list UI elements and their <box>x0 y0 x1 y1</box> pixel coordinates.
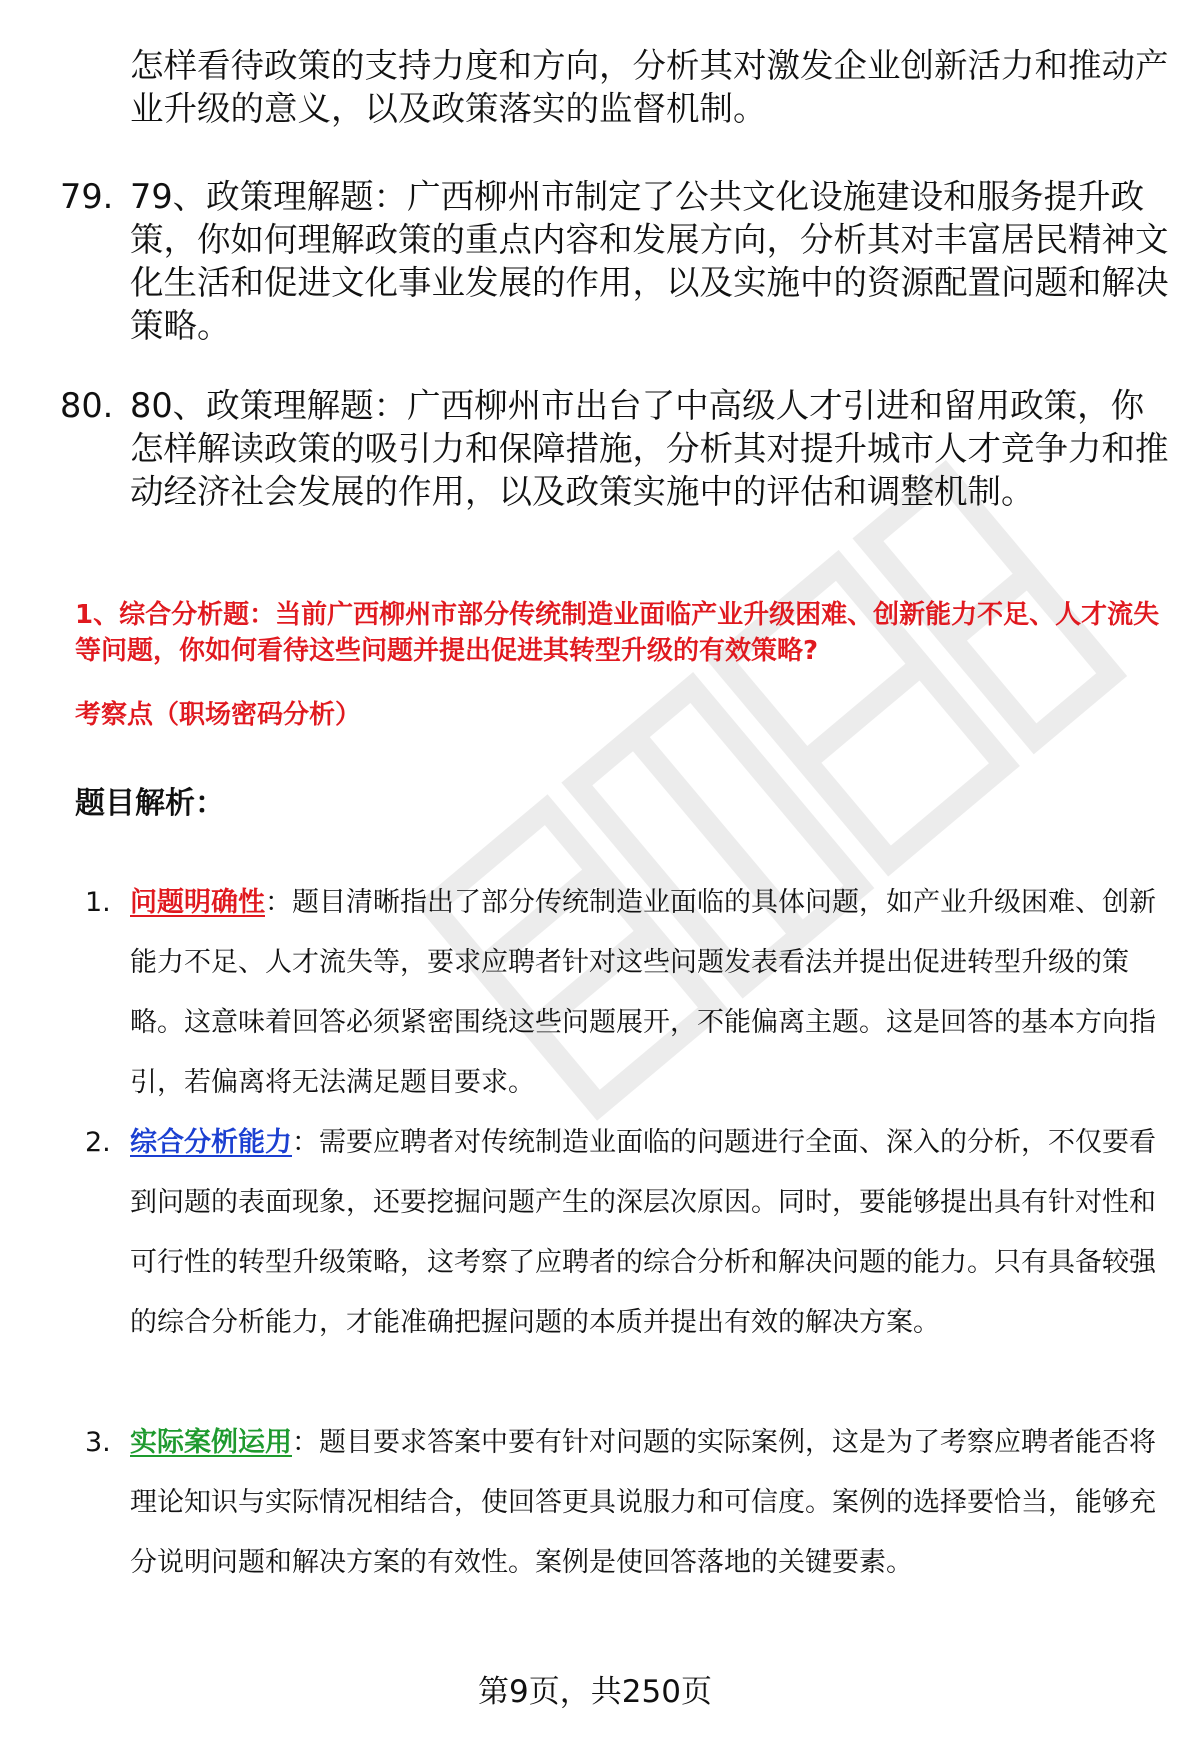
question-number: 80. <box>60 386 114 425</box>
question-item <box>60 175 1170 347</box>
analysis-point-number: 2. <box>85 1127 111 1158</box>
exam-point-label: 考察点（职场密码分析） <box>75 700 362 730</box>
question-item <box>60 384 1170 513</box>
analysis-point-text: ：需要应聘者对传统制造业面临的问题进行全面、深入的分析，不仅要看到问题的表面现象，还要挖掘问题产生的深层次原因。同时，要能够提出具有针对性和可行性的转型升级策略，这考察了应聘者的综合分析和解决问题的能力。只有具备较强的综合分析能力，才能准确把握问题的本质并提出有效的解决方案。 <box>130 1127 1156 1338</box>
analysis-keyword: 问题明确性 <box>130 887 265 918</box>
analysis-point-text: ：题目清晰指出了部分传统制造业面临的具体问题，如产业升级困难、创新能力不足、人才流失等，要求应聘者针对这些问题发表看法并提出促进转型升级的策略。这意味着回答必须紧密围绕这些问题展开，不能偏离主题。这是回答的基本方向指引，若偏离将无法满足题目要求。 <box>130 887 1156 1098</box>
analysis-point <box>85 873 1170 1113</box>
analysis-point <box>85 1413 1170 1593</box>
analysis-point <box>85 1113 1170 1353</box>
question-text: 79、政策理解题：广西柳州市制定了公共文化设施建设和服务提升政策，你如何理解政策的重点内容和发展方向，分析其对丰富居民精神文化生活和促进文化事业发展的作用，以及实施中的资源配置问题和解决策略。 <box>130 177 1169 345</box>
analysis-point-body <box>130 873 1170 1113</box>
page-footer: 第9页，共250页 <box>478 1674 712 1710</box>
analysis-heading: 题目解析： <box>75 786 225 821</box>
analysis-point-body <box>130 1113 1170 1353</box>
question-number: 79. <box>60 177 114 216</box>
analysis-point-number: 3. <box>85 1427 111 1458</box>
featured-question: 1、综合分析题：当前广西柳州市部分传统制造业面临产业升级困难、创新能力不足、人才流失等问题，你如何看待这些问题并提出促进其转型升级的有效策略? <box>75 600 1160 666</box>
analysis-point-body <box>130 1413 1170 1593</box>
analysis-keyword: 实际案例运用 <box>130 1427 292 1458</box>
analysis-point-text: ：题目要求答案中要有针对问题的实际案例，这是为了考察应聘者能否将理论知识与实际情况相结合，使回答更具说服力和可信度。案例的选择要恰当，能够充分说明问题和解决方案的有效性。案例是使回答落地的关键要素。 <box>130 1427 1156 1578</box>
question-text: 80、政策理解题：广西柳州市出台了中高级人才引进和留用政策，你怎样解读政策的吸引力和保障措施，分析其对提升城市人才竞争力和推动经济社会发展的作用，以及政策实施中的评估和调整机制。 <box>130 386 1169 511</box>
analysis-keyword: 综合分析能力 <box>130 1127 292 1158</box>
continued-question-text: 怎样看待政策的支持力度和方向，分析其对激发企业创新活力和推动产业升级的意义，以及政策落实的监督机制。 <box>130 46 1169 128</box>
analysis-point-number: 1. <box>85 887 111 918</box>
